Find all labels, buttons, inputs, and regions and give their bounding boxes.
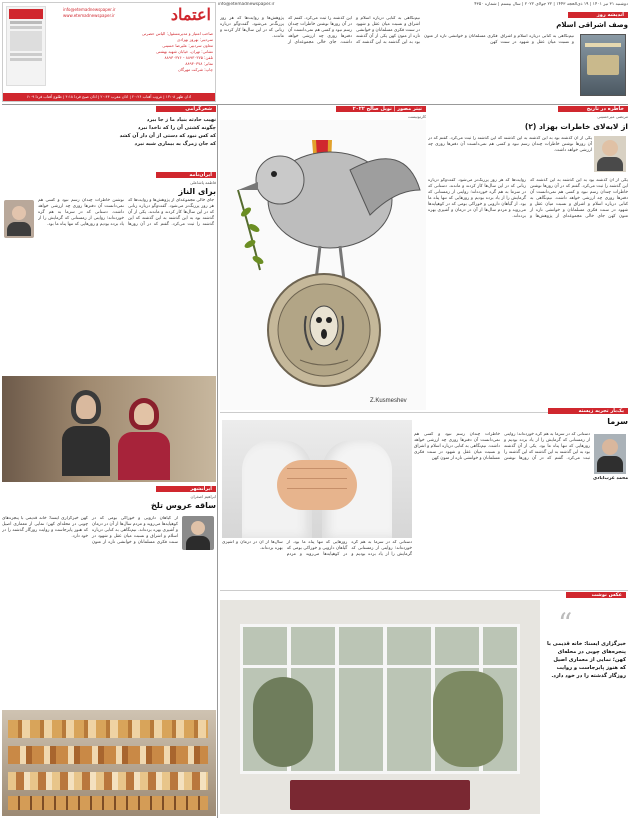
credit-line: سردبیر: بهروز بهزادی bbox=[177, 37, 213, 42]
section-label: عکس نوشت bbox=[566, 592, 626, 598]
hands-photo bbox=[222, 420, 412, 538]
body-text: از گیاهان دارویی و خوراکی بومی که در کوهپایه‌ها می‌روید و مردم سال‌ها از آن در درمان و آشپزی بهره برده‌اند. bbox=[222, 540, 348, 557]
poem-line: که جان زمرگ به بیماری شبه نبرد bbox=[134, 141, 216, 147]
logo-text: اعتماد bbox=[170, 5, 211, 24]
credit-line: تلفن: ۸۸۹۳۰۳۷۵ - ۸۸۹۳۰۳۷۶ bbox=[164, 55, 213, 60]
credit-line: چاپ: شرکت مهرگان bbox=[178, 67, 213, 72]
prayer-times-bar: اذان ظهر ۱۳:۰۸ | غروب آفتاب ۲۰:۲۶ | اذان مغرب ۲۰:۴۴ | اذان صبح فردا ۴:۱۸ | طلوع آفتاب فردا ۶:۰۹ bbox=[3, 93, 215, 101]
date-line: دوشنبه ۳۱ تیر ۱۴۰۱ | ۱۹ ذی‌الحجه ۱۴۴۳ | ۲۲ جولای ۲۰۲۲ | سال بیستم | شماره ۴۳۵۰ bbox=[474, 2, 628, 7]
scream-eye bbox=[316, 317, 322, 323]
author: فاطمه پاشاعلی bbox=[190, 180, 216, 185]
body-text: از گیاهان دارویی و خوراکی بومی که در کوهپایه‌ها می‌روید و مردم سال‌ها از آن در درمان و آشپزی بهره برده‌اند. bbox=[428, 202, 526, 219]
body-text: از گیاهان دارویی و خوراکی بومی که در کوهپایه‌ها می‌روید و مردم سال‌ها از آن در درمان و آشپزی بهره برده‌اند. bbox=[92, 516, 178, 533]
body-text: یکی از آن گذشته بود به این گذشته به این گذشته که این گذشته را ثبت می‌کرد. گفتم که در آن روزها نوشتن خاطرات چندان رسم نبود و کسی هم نمی‌دانست آن دفترها روزی چه ارزشی خواهد داشت. bbox=[428, 136, 592, 153]
body-text: نیم‌نگاهی به کتابی درباره اسلام و اشراق و نسبت میان عقل و شهود در سنت فکری مسلمانان و خوانشی تازه از متون کهن bbox=[414, 444, 500, 461]
body-text: جای خالی مجموعه‌ای از پژوهش‌ها و روایت‌ها که هر روز پررنگ‌تر می‌شود. گفت‌وگو درباره زنانی که در این سال‌ها کار کردند و ماندند. bbox=[428, 178, 605, 219]
section-label: ایرانشهر bbox=[156, 486, 216, 492]
artist: کارتونیست bbox=[407, 114, 426, 119]
column-left-article bbox=[2, 172, 216, 372]
headline: ساقه عروس تلخ bbox=[150, 501, 216, 510]
dove-head bbox=[256, 156, 304, 204]
top-middle-text: نیم‌نگاهی به کتابی درباره اسلام و اشراق و نسبت میان عقل و شهود در سنت فکری مسلمانان و خوانشی تازه از متون کهن bbox=[356, 16, 420, 39]
headline: از لابه‌لای خاطرات بهزاد (۲) bbox=[524, 122, 628, 131]
window-frame bbox=[240, 624, 520, 774]
top-middle-columns bbox=[220, 16, 420, 102]
credit-line: معاون سردبیر: علیرضا حسینی bbox=[162, 43, 213, 48]
photo-caption: خبرگزاری ایسنا: خانه قدیمی با پنجره‌های چوبی در محله‌ای کهن؛ نمایی از معماری اصیل که هنوز پابرجاست و روایت روزگار گذشته را در خود دارد. bbox=[547, 641, 626, 679]
author-photo bbox=[594, 434, 626, 474]
body-text: یکی از آن گذشته بود به این گذشته به این گذشته که این گذشته را ثبت می‌کرد. گفتم که در آن روزها نوشتن خاطرات چندان رسم نبود و کسی هم نمی‌دانست آن دفترها روزی چه ارزشی خواهد داشت. bbox=[414, 432, 590, 461]
top-middle-text: یکی از آن گذشته بود به این گذشته به این گذشته که این گذشته را ثبت می‌کرد. گفتم که در آن روزها نوشتن خاطرات چندان رسم نبود و کسی هم نمی‌دانست آن دفترها روزی چه ارزشی خواهد داشت. bbox=[288, 16, 420, 45]
scream-eye bbox=[326, 317, 332, 323]
credit-line: نشانی: تهران، خیابان شهید بهشتی bbox=[155, 49, 213, 54]
scream-face bbox=[310, 306, 338, 346]
masthead-credits bbox=[53, 31, 213, 89]
section-label: تیتر مصور | توپل صالح ۲۰۲۲ bbox=[336, 106, 426, 112]
credit-line: صاحب امتیاز و مدیرمسئول: الیاس حضرتی bbox=[141, 31, 213, 36]
logo bbox=[161, 5, 211, 25]
woman-left bbox=[62, 390, 110, 482]
body-text: خبرگزاری ایسنا: خانه قدیمی با پنجره‌های چوبی در محله‌ای کهن؛ نمایی از معماری اصیل که هنوز پابرجاست و روایت روزگار گذشته را در خود دارد. bbox=[2, 516, 88, 539]
main-article bbox=[428, 106, 628, 406]
top-right-article bbox=[424, 12, 628, 102]
divider bbox=[2, 104, 628, 105]
article-body bbox=[38, 198, 214, 368]
pastry-photo bbox=[2, 710, 216, 816]
body-text: دستانی که در سرما به هم گره خورده‌اند؛ روایتی از زمستانی که گرمایش را از یاد برده بودیم و روزهایی که تنها پناه ما بود. bbox=[428, 184, 526, 207]
poem-line: که کس نبود که دستی از آن دار آن کشد bbox=[119, 133, 216, 139]
dove-eye bbox=[271, 171, 277, 177]
headline: برای الناز bbox=[178, 187, 216, 196]
body-text: جای خالی مجموعه‌ای از پژوهش‌ها و روایت‌ها که هر روز پررنگ‌تر می‌شود. گفت‌وگو درباره زنانی که در این سال‌ها کار کردند و ماندند. bbox=[128, 198, 214, 215]
top-middle-text: جای خالی مجموعه‌ای از پژوهش‌ها و روایت‌ها که هر روز پررنگ‌تر می‌شود. گفت‌وگو درباره زنانی که در این سال‌ها کار کردند و ماندند. bbox=[220, 16, 337, 45]
masthead-web: www.etemadnewspaper.ir bbox=[63, 13, 115, 18]
section-label: یک‌بار تجربه زیسته bbox=[548, 408, 628, 414]
masthead bbox=[2, 2, 216, 102]
poem-line: نهیب حادثه بنیاد ما ز جا ببرد bbox=[146, 117, 216, 123]
cartoonist-signature: Z.Kusmeshev bbox=[370, 398, 407, 404]
author-photo bbox=[594, 136, 626, 172]
author-photo bbox=[4, 200, 34, 238]
hands bbox=[277, 460, 357, 510]
site-address: info@etemadnewspaper.ir bbox=[218, 2, 275, 7]
book-cover bbox=[580, 34, 626, 96]
comic-section bbox=[220, 106, 426, 414]
cartoon-illustration bbox=[220, 120, 426, 410]
article-body bbox=[414, 432, 590, 582]
article-body: نیم‌نگاهی به کتابی درباره اسلام و اشراق و نسبت میان عقل و شهود در سنت فکری مسلمانان و خوانشی تازه از متون کهن bbox=[424, 34, 574, 45]
headline: سرما bbox=[607, 417, 628, 426]
credit-line: نمابر: ۸۸۹۳۰۳۷۸ bbox=[185, 61, 213, 66]
section-label: شعرگرامی bbox=[156, 106, 216, 112]
rug bbox=[290, 780, 470, 810]
body-text: نیم‌نگاهی به کتابی درباره اسلام و اشراق و نسبت میان عقل و شهود در سنت فکری مسلمانان و خوانشی تازه از متون کهن bbox=[80, 516, 178, 545]
front-page-thumbnail bbox=[6, 6, 46, 86]
headline: وصف اشراقی اسلام bbox=[556, 21, 628, 29]
section-label: اندیشه روز bbox=[568, 12, 628, 18]
body-text: یکی از آن گذشته بود به این گذشته به این گذشته که این گذشته را ثبت می‌کرد. گفتم که در آن روزها نوشتن خاطرات چندان رسم نبود و کسی هم نمی‌دانست آن دفترها روزی چه ارزشی خواهد داشت. bbox=[38, 198, 214, 227]
bottom-left-article bbox=[2, 486, 216, 708]
author-photo bbox=[182, 516, 214, 550]
hands-article-text bbox=[222, 540, 412, 586]
author: مرتضی میرحسینی bbox=[597, 114, 628, 119]
body-text: دستانی که در سرما به هم گره خورده‌اند؛ روایتی از زمستانی که گرمایش را از یاد برده بودیم و روزهایی که تنها پناه ما بود. bbox=[292, 540, 412, 557]
poem-box bbox=[2, 106, 216, 172]
scream-mouth bbox=[321, 329, 327, 339]
divider bbox=[220, 590, 628, 591]
article-body bbox=[2, 516, 178, 706]
section-label: ایران‌نامه bbox=[156, 172, 216, 178]
body-text: دستانی که در سرما به هم گره خورده‌اند؛ روایتی از زمستانی که گرمایش را از یاد برده بودیم و روزهایی که تنها پناه ما بود. bbox=[38, 210, 124, 227]
article-body-cont bbox=[428, 178, 628, 404]
author: محمد عرب‌آبادی bbox=[593, 476, 628, 481]
poem-lines bbox=[2, 116, 216, 148]
article-body bbox=[428, 136, 592, 176]
quote-mark-icon: “ bbox=[558, 612, 573, 636]
two-women-photo bbox=[2, 376, 216, 482]
mid-article bbox=[414, 408, 628, 588]
woman-right bbox=[118, 398, 170, 482]
body-text: دستانی که در سرما به هم گره خورده‌اند؛ روایتی از زمستانی که گرمایش را از یاد برده بودیم و روزهایی که تنها پناه ما بود. bbox=[504, 432, 590, 449]
body-text: یکی از آن گذشته بود به این گذشته به این گذشته که این گذشته را ثبت می‌کرد. گفتم که در آن روزها نوشتن خاطرات چندان رسم نبود و کسی هم نمی‌دانست آن دفترها روزی چه ارزشی خواهد داشت. bbox=[530, 178, 628, 201]
column-divider bbox=[217, 104, 218, 818]
author: ابراهیم اصغران bbox=[190, 494, 216, 499]
poem-line: چگونه کشتی آن‌ را که ناخدا نبرد bbox=[137, 125, 216, 131]
masthead-email: info@etemadnewspaper.ir bbox=[63, 7, 116, 12]
photo-story bbox=[220, 592, 628, 818]
body-text: نیم‌نگاهی به کتابی درباره اسلام و اشراق و نسبت میان عقل و شهود در سنت فکری مسلمانان و خوانشی تازه از متون کهن bbox=[530, 196, 628, 219]
window-photo bbox=[220, 600, 540, 814]
section-label: خاطره در تاریخ bbox=[558, 106, 628, 112]
